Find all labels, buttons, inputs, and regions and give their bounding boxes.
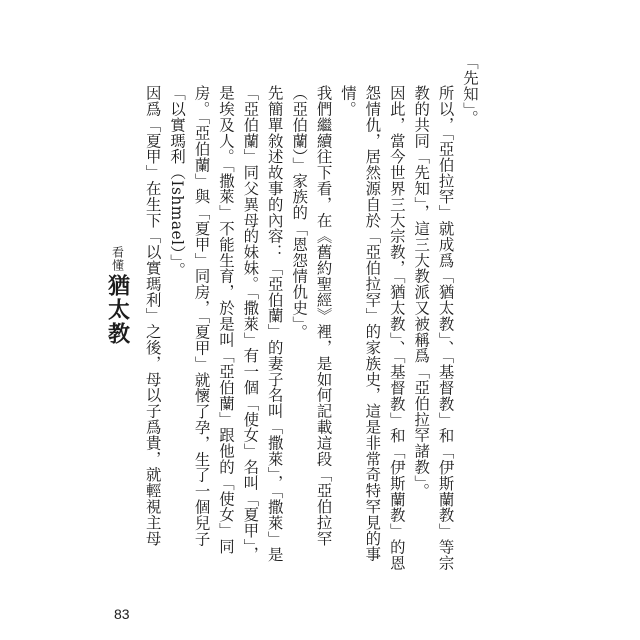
page-number: 83 xyxy=(114,606,130,622)
paragraph-5: 先簡單敘述故事的內容：「亞伯蘭」的妻子名叫「撒萊」，「撒萊」是「亞伯蘭」同父異母的妹妹。「撒萊」有一個「使女」名叫「夏甲」，是埃及人。「撒萊」不能生育，於是叫「亞伯蘭」跟他的「使女」同房。「亞伯蘭」與「夏甲」同房，「夏甲」就懷了孕，生了一個兒子「以實瑪利（Ishmael）」。 xyxy=(168,84,284,563)
header-title: 猶太教 xyxy=(104,274,131,346)
paragraph-3: 因此，當今世界三大宗教，「猶太教」、「基督教」和「伊斯蘭教」的恩怨情仇，居然源自於「亞伯拉罕」的家族史，這是非常奇特罕見的事情。 xyxy=(338,84,406,571)
body-text xyxy=(140,54,482,576)
paragraph-4: 我們繼續往下看，在《舊約聖經》裡，是如何記載這段「亞伯拉罕（亞伯蘭）」家族的「恩怨情仇史」。 xyxy=(290,84,333,546)
paragraph-2: 所以，「亞伯拉罕」就成爲「猶太教」、「基督教」和「伊斯蘭教」等宗教的共同「先知」，這三大教派又被稱爲「亞伯拉罕諸教」。 xyxy=(412,84,455,571)
running-header xyxy=(96,246,140,346)
paragraph-1: 「先知」。 xyxy=(461,54,479,126)
paragraph-6: 因爲「夏甲」在生下「以實瑪利」之後，母以子爲貴，就輕視主母 xyxy=(143,84,162,546)
header-small-text: 看懂 xyxy=(110,246,125,272)
